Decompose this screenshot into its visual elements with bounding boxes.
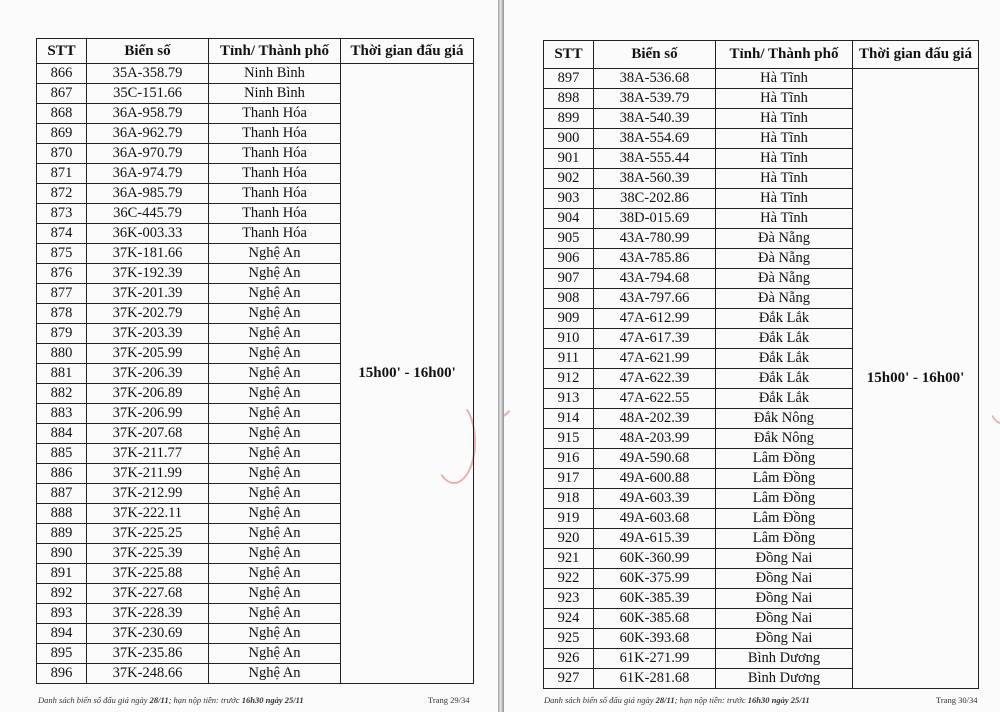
cell-plate-number: 60K-385.68 (594, 609, 716, 629)
cell-stt: 920 (544, 529, 594, 549)
cell-stt: 927 (544, 669, 594, 689)
cell-province: Nghệ An (209, 624, 341, 644)
cell-stt: 897 (544, 69, 594, 89)
cell-province: Nghệ An (209, 664, 341, 684)
cell-plate-number: 60K-360.99 (594, 549, 716, 569)
cell-province: Đồng Nai (716, 629, 853, 649)
cell-stt: 878 (37, 304, 87, 324)
cell-province: Ninh Bình (209, 64, 341, 84)
cell-stt: 901 (544, 149, 594, 169)
cell-province: Đồng Nai (716, 569, 853, 589)
cell-stt: 889 (37, 524, 87, 544)
cell-province: Ninh Bình (209, 84, 341, 104)
cell-stt: 915 (544, 429, 594, 449)
cell-plate-number: 36K-003.33 (87, 224, 209, 244)
cell-province: Hà Tĩnh (716, 129, 853, 149)
cell-plate-number: 35A-358.79 (87, 64, 209, 84)
footer-prefix: Danh sách biển số đấu giá ngày (544, 695, 656, 705)
cell-plate-number: 61K-271.99 (594, 649, 716, 669)
cell-plate-number: 37K-230.69 (87, 624, 209, 644)
red-stamp-mark (984, 330, 1000, 424)
cell-province: Nghệ An (209, 644, 341, 664)
table-row (37, 64, 474, 84)
cell-province: Đà Nẵng (716, 289, 853, 309)
cell-province: Nghệ An (209, 564, 341, 584)
cell-plate-number: 37K-206.99 (87, 404, 209, 424)
footer-prefix: Danh sách biển số đấu giá ngày (38, 695, 150, 705)
cell-plate-number: 37K-235.86 (87, 644, 209, 664)
cell-stt: 870 (37, 144, 87, 164)
cell-stt: 884 (37, 424, 87, 444)
cell-plate-number: 37K-206.89 (87, 384, 209, 404)
cell-plate-number: 37K-211.77 (87, 444, 209, 464)
cell-province: Nghệ An (209, 604, 341, 624)
cell-province: Nghệ An (209, 244, 341, 264)
cell-plate-number: 37K-211.99 (87, 464, 209, 484)
cell-stt: 896 (37, 664, 87, 684)
cell-stt: 869 (37, 124, 87, 144)
table-header-row (544, 41, 979, 69)
cell-plate-number: 37K-203.39 (87, 324, 209, 344)
cell-province: Nghệ An (209, 424, 341, 444)
footer-deadline: 16h30 ngày 25/11 (747, 695, 810, 705)
cell-stt: 885 (37, 444, 87, 464)
cell-stt: 886 (37, 464, 87, 484)
cell-plate-number: 37K-205.99 (87, 344, 209, 364)
cell-stt: 906 (544, 249, 594, 269)
cell-plate-number: 43A-780.99 (594, 229, 716, 249)
cell-stt: 902 (544, 169, 594, 189)
header-auction-time: Thời gian đấu giá (341, 39, 474, 64)
cell-stt: 879 (37, 324, 87, 344)
cell-plate-number: 49A-603.39 (594, 489, 716, 509)
cell-stt: 923 (544, 589, 594, 609)
cell-province: Nghệ An (209, 304, 341, 324)
cell-stt: 876 (37, 264, 87, 284)
cell-province: Nghệ An (209, 404, 341, 424)
cell-plate-number: 38C-202.86 (594, 189, 716, 209)
cell-province: Nghệ An (209, 384, 341, 404)
cell-province: Nghệ An (209, 544, 341, 564)
cell-plate-number: 43A-785.86 (594, 249, 716, 269)
cell-stt: 926 (544, 649, 594, 669)
cell-plate-number: 37K-202.79 (87, 304, 209, 324)
cell-plate-number: 47A-622.55 (594, 389, 716, 409)
header-stt: STT (37, 39, 87, 64)
cell-stt: 871 (37, 164, 87, 184)
cell-stt: 922 (544, 569, 594, 589)
cell-plate-number: 37K-206.39 (87, 364, 209, 384)
cell-plate-number: 37K-227.68 (87, 584, 209, 604)
red-stamp-mark (504, 355, 518, 419)
cell-province: Hà Tĩnh (716, 69, 853, 89)
cell-plate-number: 38A-560.39 (594, 169, 716, 189)
cell-province: Thanh Hóa (209, 164, 341, 184)
cell-stt: 883 (37, 404, 87, 424)
cell-stt: 880 (37, 344, 87, 364)
cell-plate-number: 38D-015.69 (594, 209, 716, 229)
cell-plate-number: 37K-181.66 (87, 244, 209, 264)
cell-plate-number: 38A-555.44 (594, 149, 716, 169)
cell-province: Nghệ An (209, 344, 341, 364)
cell-province: Thanh Hóa (209, 144, 341, 164)
cell-stt: 868 (37, 104, 87, 124)
table-row (544, 69, 979, 89)
cell-stt: 925 (544, 629, 594, 649)
cell-plate-number: 49A-615.39 (594, 529, 716, 549)
cell-stt: 874 (37, 224, 87, 244)
page-number: Trang 30/34 (936, 695, 978, 705)
cell-plate-number: 49A-600.88 (594, 469, 716, 489)
cell-stt: 914 (544, 409, 594, 429)
cell-province: Đắk Lắk (716, 329, 853, 349)
cell-stt: 921 (544, 549, 594, 569)
cell-plate-number: 43A-794.68 (594, 269, 716, 289)
cell-plate-number: 37K-225.25 (87, 524, 209, 544)
cell-province: Nghệ An (209, 284, 341, 304)
footer-date: 28/11 (655, 695, 675, 705)
cell-stt: 881 (37, 364, 87, 384)
cell-plate-number: 37K-222.11 (87, 504, 209, 524)
cell-stt: 909 (544, 309, 594, 329)
footer-date: 28/11 (149, 695, 169, 705)
cell-plate-number: 61K-281.68 (594, 669, 716, 689)
cell-stt: 895 (37, 644, 87, 664)
cell-province: Đắk Lắk (716, 309, 853, 329)
cell-stt: 892 (37, 584, 87, 604)
cell-stt: 904 (544, 209, 594, 229)
cell-province: Hà Tĩnh (716, 89, 853, 109)
page-number: Trang 29/34 (428, 695, 470, 705)
header-plate-number: Biển số (87, 39, 209, 64)
cell-plate-number: 60K-375.99 (594, 569, 716, 589)
cell-plate-number: 37K-248.66 (87, 664, 209, 684)
cell-plate-number: 47A-612.99 (594, 309, 716, 329)
cell-stt: 917 (544, 469, 594, 489)
cell-plate-number: 48A-202.39 (594, 409, 716, 429)
cell-plate-number: 37K-225.88 (87, 564, 209, 584)
cell-stt: 924 (544, 609, 594, 629)
cell-province: Lâm Đồng (716, 509, 853, 529)
cell-auction-time: 15h00' - 16h00' (341, 64, 474, 684)
cell-province: Lâm Đồng (716, 529, 853, 549)
cell-province: Nghệ An (209, 584, 341, 604)
cell-plate-number: 37K-225.39 (87, 544, 209, 564)
cell-stt: 875 (37, 244, 87, 264)
cell-stt: 916 (544, 449, 594, 469)
cell-plate-number: 49A-603.68 (594, 509, 716, 529)
cell-plate-number: 36A-962.79 (87, 124, 209, 144)
cell-plate-number: 43A-797.66 (594, 289, 716, 309)
cell-province: Đắk Lắk (716, 349, 853, 369)
footer-mid: ; hạn nộp tiền: trước (168, 695, 242, 705)
cell-province: Nghệ An (209, 524, 341, 544)
cell-stt: 877 (37, 284, 87, 304)
cell-stt: 908 (544, 289, 594, 309)
page-footer (38, 695, 304, 705)
cell-province: Thanh Hóa (209, 184, 341, 204)
cell-plate-number: 48A-203.99 (594, 429, 716, 449)
cell-auction-time: 15h00' - 16h00' (853, 69, 979, 689)
cell-stt: 890 (37, 544, 87, 564)
cell-province: Đắk Nông (716, 409, 853, 429)
cell-plate-number: 37K-228.39 (87, 604, 209, 624)
cell-plate-number: 36C-445.79 (87, 204, 209, 224)
cell-province: Thanh Hóa (209, 124, 341, 144)
cell-plate-number: 38A-540.39 (594, 109, 716, 129)
document-page-right (504, 0, 1000, 712)
cell-stt: 919 (544, 509, 594, 529)
cell-province: Đà Nẵng (716, 229, 853, 249)
cell-province: Hà Tĩnh (716, 169, 853, 189)
cell-province: Đắk Lắk (716, 389, 853, 409)
footer-mid: ; hạn nộp tiền: trước (674, 695, 748, 705)
cell-plate-number: 60K-393.68 (594, 629, 716, 649)
table-header-row (37, 39, 474, 64)
cell-province: Nghệ An (209, 324, 341, 344)
cell-province: Lâm Đồng (716, 469, 853, 489)
cell-stt: 894 (37, 624, 87, 644)
cell-plate-number: 38A-554.69 (594, 129, 716, 149)
cell-plate-number: 37K-201.39 (87, 284, 209, 304)
cell-stt: 918 (544, 489, 594, 509)
cell-plate-number: 36A-958.79 (87, 104, 209, 124)
cell-province: Hà Tĩnh (716, 109, 853, 129)
cell-province: Nghệ An (209, 484, 341, 504)
cell-stt: 907 (544, 269, 594, 289)
cell-province: Hà Tĩnh (716, 209, 853, 229)
cell-province: Đắk Lắk (716, 369, 853, 389)
cell-province: Nghệ An (209, 504, 341, 524)
cell-plate-number: 38A-536.68 (594, 69, 716, 89)
cell-province: Lâm Đồng (716, 449, 853, 469)
cell-stt: 893 (37, 604, 87, 624)
cell-province: Thanh Hóa (209, 104, 341, 124)
cell-stt: 903 (544, 189, 594, 209)
cell-province: Hà Tĩnh (716, 189, 853, 209)
cell-province: Thanh Hóa (209, 224, 341, 244)
cell-stt: 905 (544, 229, 594, 249)
cell-stt: 873 (37, 204, 87, 224)
header-plate-number: Biển số (594, 41, 716, 69)
cell-province: Nghệ An (209, 444, 341, 464)
cell-plate-number: 47A-622.39 (594, 369, 716, 389)
cell-plate-number: 60K-385.39 (594, 589, 716, 609)
cell-province: Lâm Đồng (716, 489, 853, 509)
cell-province: Đắk Nông (716, 429, 853, 449)
cell-stt: 910 (544, 329, 594, 349)
cell-province: Thanh Hóa (209, 204, 341, 224)
cell-plate-number: 35C-151.66 (87, 84, 209, 104)
document-page-left (0, 0, 498, 712)
cell-plate-number: 38A-539.79 (594, 89, 716, 109)
cell-stt: 888 (37, 504, 87, 524)
cell-stt: 891 (37, 564, 87, 584)
page-footer (544, 695, 810, 705)
cell-stt: 898 (544, 89, 594, 109)
cell-plate-number: 36A-985.79 (87, 184, 209, 204)
header-province: Tỉnh/ Thành phố (209, 39, 341, 64)
cell-province: Nghệ An (209, 364, 341, 384)
cell-plate-number: 37K-207.68 (87, 424, 209, 444)
cell-province: Hà Tĩnh (716, 149, 853, 169)
cell-stt: 911 (544, 349, 594, 369)
cell-province: Nghệ An (209, 464, 341, 484)
cell-plate-number: 47A-621.99 (594, 349, 716, 369)
cell-province: Bình Dương (716, 649, 853, 669)
cell-stt: 887 (37, 484, 87, 504)
header-province: Tỉnh/ Thành phố (716, 41, 853, 69)
cell-province: Đà Nẵng (716, 269, 853, 289)
cell-plate-number: 36A-970.79 (87, 144, 209, 164)
header-auction-time: Thời gian đấu giá (853, 41, 979, 69)
cell-stt: 866 (37, 64, 87, 84)
cell-stt: 899 (544, 109, 594, 129)
cell-stt: 882 (37, 384, 87, 404)
cell-province: Đà Nẵng (716, 249, 853, 269)
cell-plate-number: 37K-192.39 (87, 264, 209, 284)
header-stt: STT (544, 41, 594, 69)
cell-plate-number: 47A-617.39 (594, 329, 716, 349)
cell-plate-number: 49A-590.68 (594, 449, 716, 469)
cell-plate-number: 36A-974.79 (87, 164, 209, 184)
cell-stt: 912 (544, 369, 594, 389)
cell-stt: 867 (37, 84, 87, 104)
cell-stt: 913 (544, 389, 594, 409)
cell-stt: 900 (544, 129, 594, 149)
footer-deadline: 16h30 ngày 25/11 (241, 695, 304, 705)
cell-province: Đồng Nai (716, 589, 853, 609)
cell-province: Đồng Nai (716, 609, 853, 629)
plate-auction-table (543, 40, 979, 689)
cell-plate-number: 37K-212.99 (87, 484, 209, 504)
cell-province: Nghệ An (209, 264, 341, 284)
cell-province: Đồng Nai (716, 549, 853, 569)
plate-auction-table (36, 38, 474, 684)
cell-province: Bình Dương (716, 669, 853, 689)
cell-stt: 872 (37, 184, 87, 204)
